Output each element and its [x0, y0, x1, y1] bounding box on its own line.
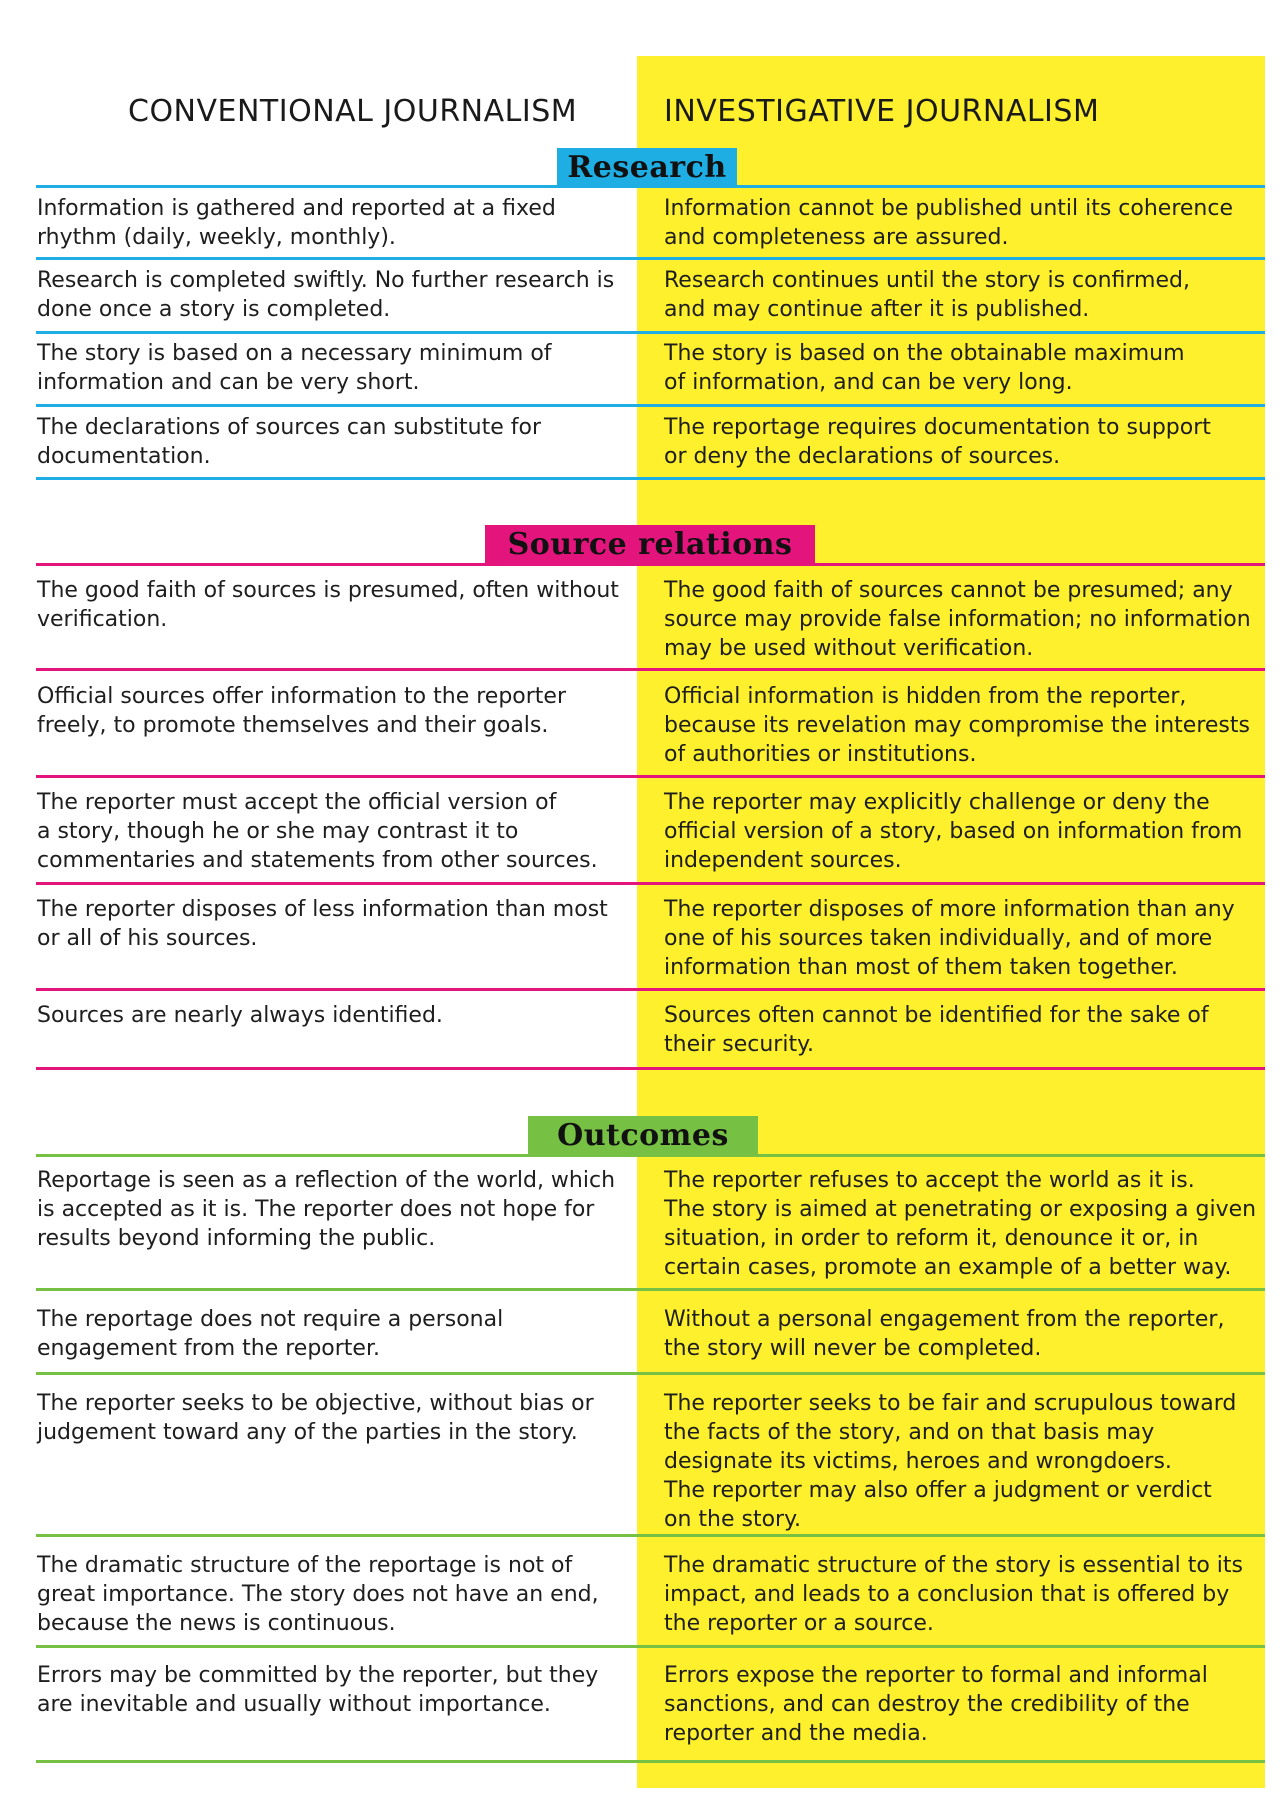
section-label-research: Research — [557, 148, 737, 188]
outcomes-row-2-conventional: The reportage does not require a personal engagement from the reporter. — [37, 1307, 504, 1361]
research-row-1-conventional: Information is gathered and reported at a fixed rhythm (daily, weekly, monthly). — [37, 196, 556, 250]
outcomes-row-5-conventional: Errors may be committed by the reporter, but they are inevitable and usually without importance. — [37, 1663, 599, 1717]
divider — [36, 988, 1265, 991]
source-row-5-conventional: Sources are nearly always identified. — [37, 1003, 443, 1028]
source-row-3-investigative: The reporter may explicitly challenge or deny the official version of a story, based on information from independent sources. — [664, 790, 1243, 873]
divider — [36, 1760, 1265, 1763]
outcomes-row-3-investigative: The reporter seeks to be fair and scrupulous toward the facts of the story, and on that basis may designate its victims, heroes and wrongdoers. The reporter may also offer a judgment or verdict on the story. — [664, 1391, 1237, 1532]
source-row-5-investigative: Sources often cannot be identified for the sake of their security. — [664, 1003, 1209, 1057]
source-row-3-conventional: The reporter must accept the official version of a story, though he or she may contrast it to commentaries and statements from other sources. — [37, 790, 598, 873]
outcomes-row-4-conventional: The dramatic structure of the reportage is not of great importance. The story does not have an end, because the news is continuous. — [37, 1553, 599, 1636]
outcomes-row-1-conventional: Reportage is seen as a reflection of the world, which is accepted as it is. The reporter does not hope for results beyond informing the public. — [37, 1168, 616, 1251]
divider — [36, 1645, 1265, 1648]
divider — [36, 477, 1265, 480]
outcomes-row-2-investigative: Without a personal engagement from the reporter, the story will never be completed. — [664, 1307, 1225, 1361]
divider — [36, 331, 1265, 334]
divider — [36, 668, 1265, 671]
outcomes-row-1-investigative: The reporter refuses to accept the world as it is. The story is aimed at penetrating or exposing a given situation, in order to reform it, denounce it or, in certain cases, promote an example of a better way. — [664, 1168, 1257, 1280]
divider — [36, 775, 1265, 778]
divider — [36, 882, 1265, 885]
source-row-1-investigative: The good faith of sources cannot be presumed; any source may provide false information; no information may be used without verification. — [664, 578, 1251, 661]
source-row-4-investigative: The reporter disposes of more information than any one of his sources taken individually, and of more information than most of them taken together. — [664, 897, 1235, 980]
conventional-journalism-heading: CONVENTIONAL JOURNALISM — [128, 94, 578, 129]
divider — [36, 1288, 1265, 1291]
divider — [36, 257, 1265, 260]
research-row-2-investigative: Research continues until the story is confirmed, and may continue after it is published. — [664, 268, 1190, 322]
source-row-4-conventional: The reporter disposes of less information than most or all of his sources. — [37, 897, 608, 951]
research-row-3-conventional: The story is based on a necessary minimum of information and can be very short. — [37, 341, 552, 395]
source-row-2-conventional: Official sources offer information to the reporter freely, to promote themselves and their goals. — [37, 684, 566, 738]
divider — [36, 1534, 1265, 1537]
divider — [36, 1067, 1265, 1070]
section-label-outcomes: Outcomes — [528, 1116, 758, 1156]
research-row-4-investigative: The reportage requires documentation to support or deny the declarations of sources. — [664, 415, 1211, 469]
source-row-1-conventional: The good faith of sources is presumed, often without verification. — [37, 578, 619, 632]
research-row-3-investigative: The story is based on the obtainable maximum of information, and can be very long. — [664, 341, 1185, 395]
outcomes-row-3-conventional: The reporter seeks to be objective, without bias or judgement toward any of the parties in the story. — [37, 1391, 594, 1445]
outcomes-row-4-investigative: The dramatic structure of the story is essential to its impact, and leads to a conclusion that is offered by the reporter or a source. — [664, 1553, 1243, 1636]
research-row-1-investigative: Information cannot be published until its coherence and completeness are assured. — [664, 196, 1234, 250]
section-label-source-relations: Source relations — [485, 525, 815, 565]
research-row-2-conventional: Research is completed swiftly. No further research is done once a story is completed. — [37, 268, 615, 322]
divider — [36, 1372, 1265, 1375]
research-row-4-conventional: The declarations of sources can substitute for documentation. — [37, 415, 541, 469]
source-row-2-investigative: Official information is hidden from the reporter, because its revelation may compromise the interests of authorities or institutions. — [664, 684, 1250, 767]
investigative-journalism-heading: INVESTIGATIVE JOURNALISM — [664, 94, 1100, 129]
divider — [36, 404, 1265, 407]
outcomes-row-5-investigative: Errors expose the reporter to formal and informal sanctions, and can destroy the credibility of the reporter and the media. — [664, 1663, 1208, 1746]
